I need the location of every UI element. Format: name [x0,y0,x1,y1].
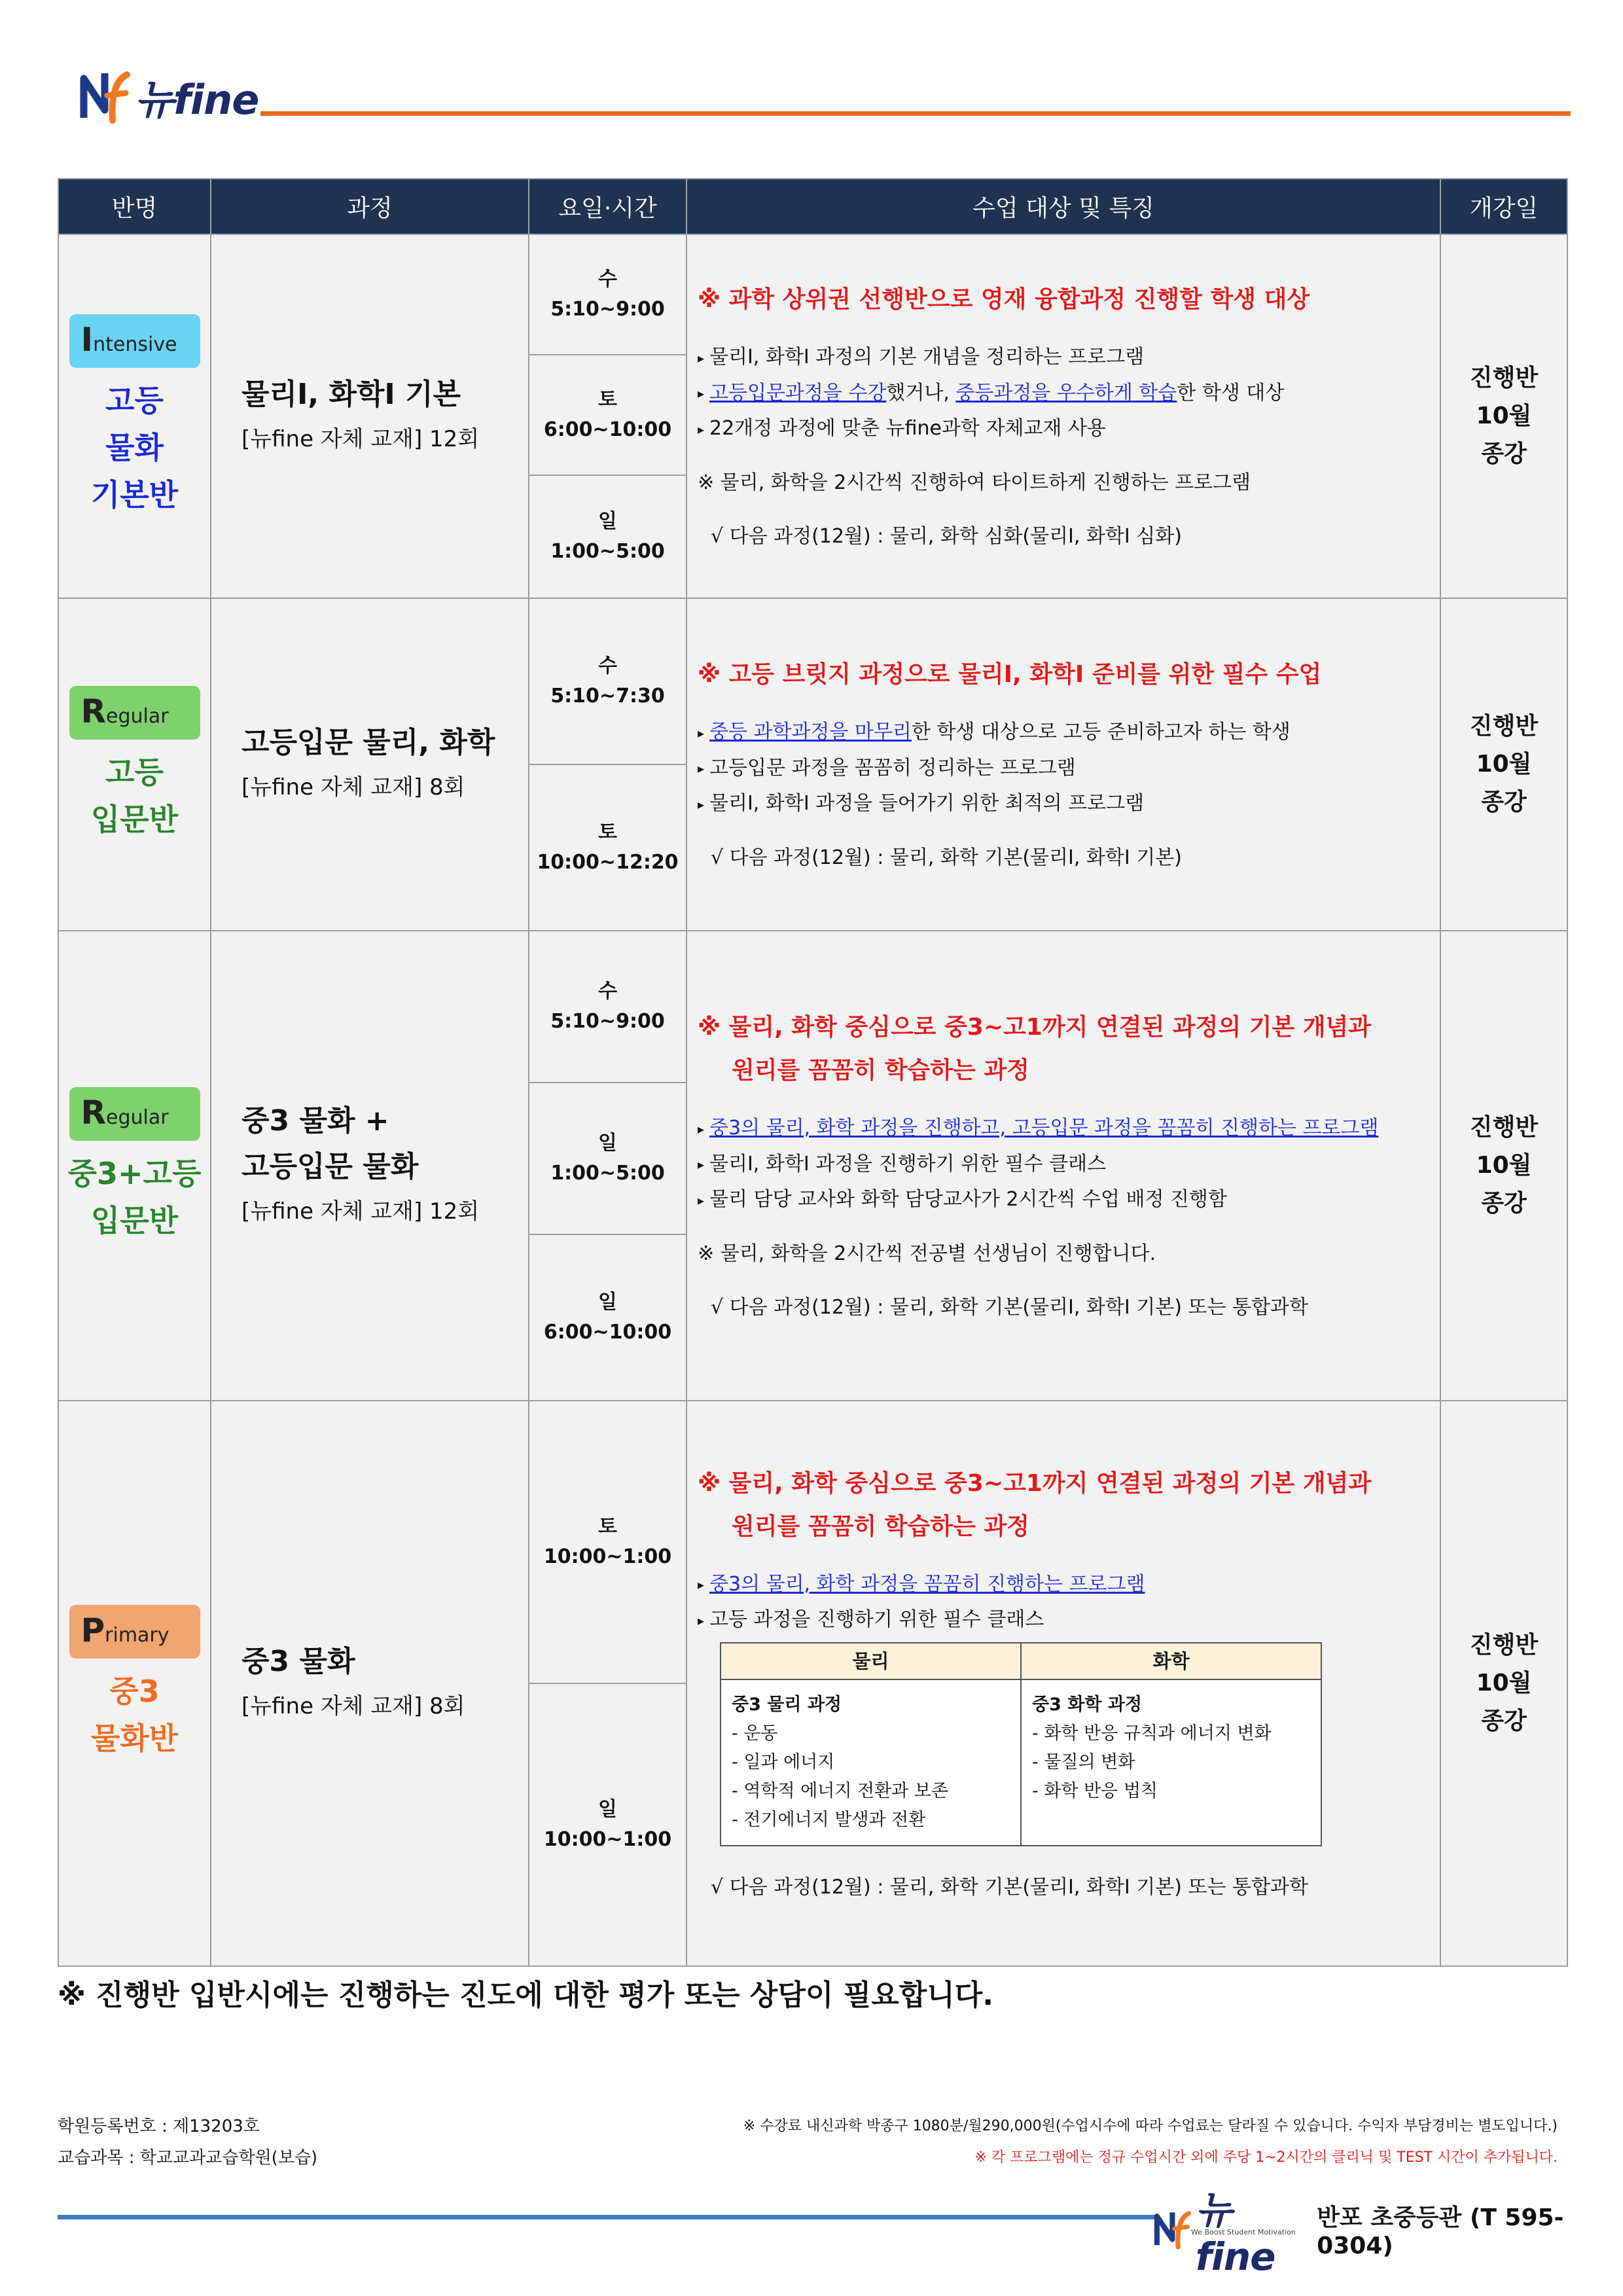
col-header-features: 수업 대상 및 특징 [687,179,1440,234]
footer-rule [58,2215,1157,2219]
table-header-row [58,179,1567,234]
chem-topics: 중3 화학 과정 - 화학 반응 규칙과 에너지 변화 - 물질의 변화 - 화학 반응 법칙 [1021,1679,1321,1846]
class-cell [58,931,211,1401]
nf-logo-icon [79,67,131,126]
fee-info: ※ 수강료 내신과학 박종구 1080분/월290,000원(수업시수에 따라 수업료는 달라질 수 있습니다. 수익자 부담경비는 별도입니다.) [743,2118,1558,2134]
highlight-text: ※ 고등 브릿지 과정으로 물리I, 화학I 준비를 위한 필수 수업 [698,661,1322,689]
col-header-class: 반명 [58,179,211,234]
subject-table [720,1642,1322,1846]
brand-logo [79,60,259,132]
col-header-time: 요일·시간 [529,179,687,234]
brand-name: 뉴fine [135,75,259,124]
branch-info: 반포 초중등관 (T 595-0304) [1317,2204,1564,2259]
open-date-cell: 진행반 10월 종강 [1440,1401,1567,1966]
class-name: 고등 물화 기본반 [90,383,179,512]
open-date-cell: 진행반 10월 종강 [1440,931,1567,1401]
level-badge: Primary [69,1605,200,1659]
class-cell [58,1401,211,1966]
notice-text: ※ 진행반 입반시에는 진행하는 진도에 대한 평가 또는 상담이 필요합니다. [58,1979,993,2012]
subject-header-chem: 화학 [1021,1643,1321,1679]
class-name: 중3+고등 입문반 [67,1156,202,1238]
table-row [58,598,1567,764]
brand-tagline: We Boost Student Motivation [1191,2228,1296,2236]
course-cell: 중3 물화 + 고등입문 물화 [뉴fine 자체 교재] 12회 [211,931,529,1401]
highlight-text: ※ 물리, 화학 중심으로 중3~고1까지 연결된 과정의 기본 개념과 [698,1014,1372,1041]
highlight-text: 원리를 꼼꼼히 학습하는 과정 [732,1513,1029,1540]
class-cell [58,234,211,598]
page-header [79,60,1571,132]
table-row [58,234,1567,355]
course-cell: 고등입문 물리, 화학 [뉴fine 자체 교재] 8회 [211,598,529,931]
time-slot: 토 10:00~12:20 [529,764,687,931]
time-slot: 일 10:00~1:00 [529,1683,687,1966]
brand-name: 뉴fine [1195,2188,1275,2279]
time-slot: 수 5:10~9:00 [529,234,687,355]
class-name: 고등 입문반 [90,755,179,837]
features-cell: ※ 과학 상위권 선행반으로 영재 융합과정 진행할 학생 대상 ▸ 물리I, 화학I 과정의 기본 개념을 정리하는 프로그램 ▸ 고등입문과정을 수강했거나, 중등과정을 우수하게 학습한 학생 대상 ▸ 22개정 과정에 맞춘 뉴fine과학 자체교재 사용 ※ 물리, 화학을 2시간씩 진행하여 타이트하게 진행하는 프로그램 √ 다음 과정(12월) : 물리, 화학 심화(물리I, 화학I 심화) [687,234,1440,598]
footer-left [58,2111,317,2174]
footer-right [743,2111,1558,2174]
open-date-cell: 진행반 10월 종강 [1440,598,1567,931]
nf-logo-icon [1153,2206,1192,2252]
features-cell: ※ 물리, 화학 중심으로 중3~고1까지 연결된 과정의 기본 개념과 원리를 꼼꼼히 학습하는 과정 ▸ 중3의 물리, 화학 과정을 꼼꼼히 진행하는 프로그램 ▸ 고등 과정을 진행하기 위한 필수 클래스 물리 화학 중3 물리 과정 - 운동 - 일과 에너지 - 역학적 에너지 전환과 보존 - 전기에너지 발생과 전환 중3 화학 과정 - 화학 반응 규칙과 에너지 변화 - 물질의 변화 - 화학 반응 법칙 √ 다음 과정(12월) : 물리, 화학 기본(물리I, 화학I 기본) 또는 통합과학 [687,1401,1440,1966]
time-slot: 일 1:00~5:00 [529,475,687,598]
features-cell: ※ 물리, 화학 중심으로 중3~고1까지 연결된 과정의 기본 개념과 원리를 꼼꼼히 학습하는 과정 ▸ 중3의 물리, 화학 과정을 진행하고, 고등입문 과정을 꼼꼼히 진행하는 프로그램 ▸ 물리I, 화학I 과정을 진행하기 위한 필수 클래스 ▸ 물리 담당 교사와 화학 담당교사가 2시간씩 수업 배정 진행함 ※ 물리, 화학을 2시간씩 전공별 선생님이 진행합니다. √ 다음 과정(12월) : 물리, 화학 기본(물리I, 화학I 기본) 또는 통합과학 [687,931,1440,1401]
class-name: 중3 물화반 [90,1674,179,1756]
level-badge: Intensive [69,314,200,368]
time-slot: 일 6:00~10:00 [529,1234,687,1401]
course-cell: 물리I, 화학I 기본 [뉴fine 자체 교재] 12회 [211,234,529,598]
header-rule [260,111,1571,116]
time-slot: 토 10:00~1:00 [529,1401,687,1683]
level-badge: Regular [69,1087,200,1141]
highlight-text: ※ 물리, 화학 중심으로 중3~고1까지 연결된 과정의 기본 개념과 [698,1469,1372,1497]
extra-info: ※ 각 프로그램에는 정규 수업시간 외에 주당 1~2시간의 클리닉 및 TEST 시간이 추가됩니다. [974,2149,1558,2166]
highlight-text: ※ 과학 상위권 선행반으로 영재 융합과정 진행할 학생 대상 [698,286,1310,314]
time-slot: 토 6:00~10:00 [529,355,687,475]
class-cell [58,598,211,931]
open-date-cell: 진행반 10월 종강 [1440,234,1567,598]
registration-number: 학원등록번호 : 제13203호 [58,2117,260,2136]
physics-topics: 중3 물리 과정 - 운동 - 일과 에너지 - 역학적 에너지 전환과 보존 - 전기에너지 발생과 전환 [721,1679,1021,1846]
highlight-text: 원리를 꼼꼼히 학습하는 과정 [732,1057,1029,1085]
table-row [58,1401,1567,1683]
time-slot: 수 5:10~7:30 [529,598,687,764]
col-header-course: 과정 [211,179,529,234]
features-cell: ※ 고등 브릿지 과정으로 물리I, 화학I 준비를 위한 필수 수업 ▸ 중등 과학과정을 마무리한 학생 대상으로 고등 준비하고자 하는 학생 ▸ 고등입문 과정을 꼼꼼히 정리하는 프로그램 ▸ 물리I, 화학I 과정을 들어가기 위한 최적의 프로그램 √ 다음 과정(12월) : 물리, 화학 기본(물리I, 화학I 기본) [687,598,1440,931]
time-slot: 수 5:10~9:00 [529,931,687,1083]
course-cell: 중3 물화 [뉴fine 자체 교재] 8회 [211,1401,529,1966]
col-header-open: 개강일 [1440,179,1567,234]
time-slot: 일 1:00~5:00 [529,1083,687,1234]
table-row [58,931,1567,1083]
subject-header-physics: 물리 [721,1643,1021,1679]
schedule-table [58,178,1568,1967]
level-badge: Regular [69,686,200,740]
subject-info: 교습과목 : 학교교과교습학원(보습) [58,2148,318,2168]
